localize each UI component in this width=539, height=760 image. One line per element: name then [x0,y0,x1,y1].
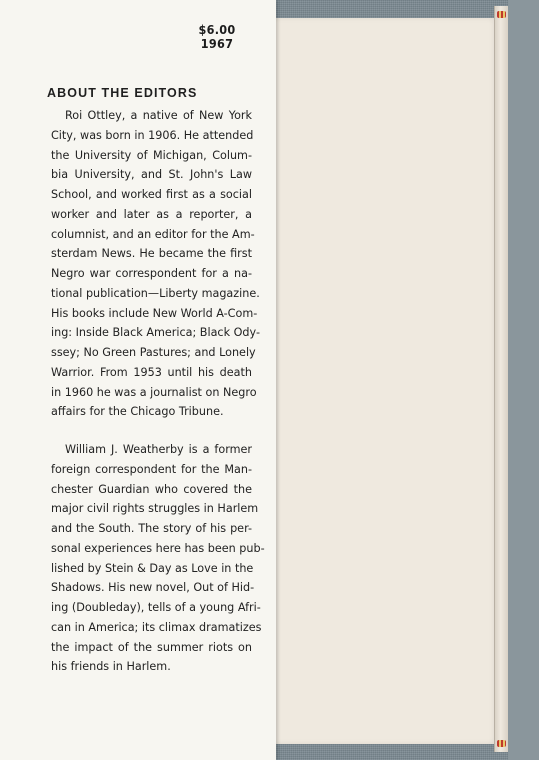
section-heading: ABOUT THE EDITORS [47,86,198,100]
price-block [197,23,237,51]
bio-line: ing: Inside Black America; Black Ody- [51,326,260,340]
bio-line: School, and worked first as a social [51,188,252,201]
bio-line: His books include New World A-Com- [51,306,258,320]
bio-line: his friends in Harlem. [51,660,171,674]
bio-line: Roi Ottley, a native of New York [65,109,252,122]
bio-line: and the South. The story of his per- [51,522,252,535]
page-block-edge [494,6,509,752]
bio-line: Negro war correspondent for a na- [51,267,252,280]
bio-line: Warrior. From 1953 until his death [51,365,252,379]
bio-line: columnist, and an editor for the Am- [51,227,255,241]
year: 1967 [200,36,234,51]
endpaper [262,18,494,744]
bio-line: affairs for the Chicago Tribune. [51,405,224,419]
bio-line: City, was born in 1906. He attended [51,128,254,142]
bio-line: bia University, and St. John's Law [51,168,252,182]
bio-line: William J. Weatherby is a former [65,443,252,456]
bio-roi-ottley [51,106,260,422]
bio-line: in 1960 he was a journalist on Negro [51,385,257,399]
headband-top [497,11,506,18]
headband-bottom [497,740,506,747]
bio-line: sterdam News. He became the first [51,247,252,261]
bio-line: major civil rights struggles in Harlem [51,502,259,516]
bio-line: sonal experiences here has been pub- [51,541,265,555]
bio-line: ssey; No Green Pastures; and Lonely [51,346,256,359]
bio-william-weatherby [51,440,265,677]
bio-line: tional publication—Liberty magazine. [51,286,260,300]
bio-line: the University of Michigan, Colum- [51,148,252,162]
bio-line: Shadows. His new novel, Out of Hid- [51,581,255,595]
bio-line: ing (Doubleday), tells of a young Afri- [51,601,261,614]
bio-line: the impact of the summer riots on [51,640,252,654]
spine-cloth [508,0,539,760]
bio-line: can in America; its climax dramatizes [51,620,262,634]
price: $6.00 [198,22,236,37]
bio-line: foreign correspondent for the Man- [51,462,252,476]
bio-line: chester Guardian who covered the [51,482,252,496]
bio-line: worker and later as a reporter, a [51,207,252,221]
bio-line: lished by Stein & Day as Love in the [51,561,254,575]
